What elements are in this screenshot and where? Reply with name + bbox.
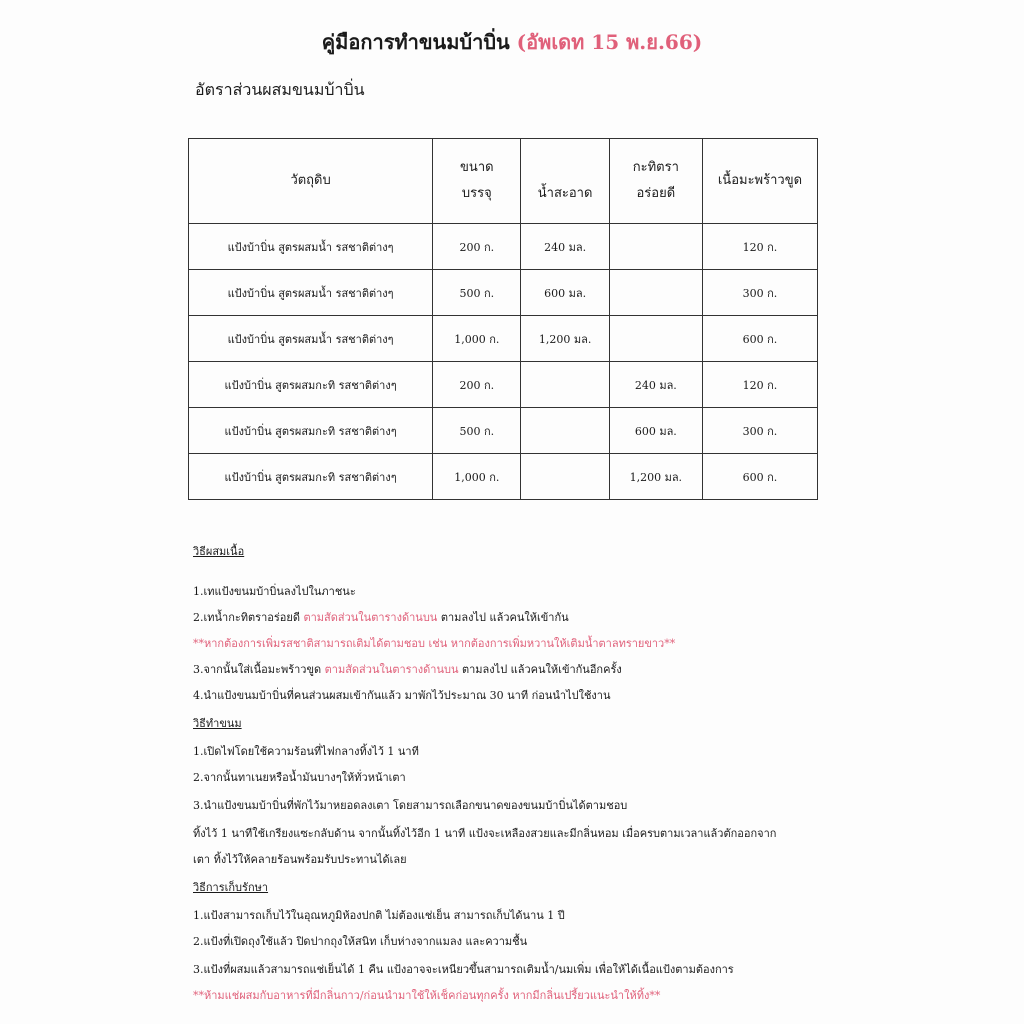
cell-name: แป้งบ้าบิ่น สูตรผสมน้ำ รสชาติต่างๆ [189, 224, 433, 270]
storage-warning: **ห้ามแช่ผสมกับอาหารที่มีกลิ่นกาว/ก่อนนำมาใช้ให้เช็คก่อนทุกครั้ง หากมีกลิ่นเปรี้ยวแนะนำให้ทิ้ง** [193, 989, 661, 1002]
cell-water [521, 454, 609, 500]
storage-step-3: 3.แป้งที่ผสมแล้วสามารถแช่เย็นได้ 1 คืน แป้งอาจจะเหนียวขึ้นสามารถเติมน้ำ/นมเพิ่ม เพื่อให้ได้เนื้อแป้งตามต้องการ [193, 963, 734, 976]
cell-water: 240 มล. [521, 224, 609, 270]
cell-grated-coconut: 600 ก. [702, 316, 817, 362]
baking-step-1: 1.เปิดไฟโดยใช้ความร้อนที่ไฟกลางทิ้งไว้ 1 นาที [193, 745, 419, 758]
header-package-size: ขนาด บรรจุ [433, 139, 521, 224]
storage-heading: วิธีการเก็บรักษา [193, 881, 269, 894]
cell-size: 200 ก. [433, 362, 521, 408]
cell-coconut-milk: 240 มล. [609, 362, 702, 408]
cell-size: 1,000 ก. [433, 316, 521, 362]
table-header-row [189, 139, 818, 224]
cell-coconut-milk: 600 มล. [609, 408, 702, 454]
baking-step-3-end: เตา ทิ้งไว้ให้คลายร้อนพร้อมรับประทานได้เลย [193, 853, 407, 866]
cell-grated-coconut: 300 ก. [702, 408, 817, 454]
cell-water [521, 362, 609, 408]
cell-grated-coconut: 120 ก. [702, 362, 817, 408]
mixing-step-3: 3.จากนั้นใส่เนื้อมะพร้าวขูด ตามสัดส่วนในตารางด้านบน ตามลงไป แล้วคนให้เข้ากันอีกครั้ง [193, 663, 622, 676]
baking-step-2: 2.จากนั้นทาเนยหรือน้ำมันบางๆให้ทั่วหน้าเตา [193, 771, 406, 784]
ratio-subtitle: อัตราส่วนผสมขนมบ้าบิ่น [195, 80, 365, 99]
cell-size: 500 ก. [433, 270, 521, 316]
table-row [189, 316, 818, 362]
table-row [189, 362, 818, 408]
table-row [189, 408, 818, 454]
baking-heading: วิธีทำขนม [193, 717, 242, 730]
baking-step-3-continued: ทิ้งไว้ 1 นาทีใช้เกรียงแซะกลับด้าน จากนั้นทิ้งไว้อีก 1 นาที แป้งจะเหลืองสวยและมีกลิ่นหอม เมื่อครบตามเวลาแล้วตักออกจาก [193, 827, 777, 840]
cell-water [521, 408, 609, 454]
cell-name: แป้งบ้าบิ่น สูตรผสมน้ำ รสชาติต่างๆ [189, 316, 433, 362]
mixing-step-4: 4.นำแป้งขนมบ้าบิ่นที่คนส่วนผสมเข้ากันแล้ว มาพักไว้ประมาณ 30 นาที ก่อนนำไปใช้งาน [193, 689, 611, 702]
table-row [189, 224, 818, 270]
storage-step-2: 2.แป้งที่เปิดถุงใช้แล้ว ปิดปากถุงให้สนิท เก็บห่างจากแมลง และความชื้น [193, 935, 528, 948]
table-row [189, 270, 818, 316]
page-title [0, 26, 1024, 58]
header-coconut-milk: กะทิตรา อร่อยดี [609, 139, 702, 224]
cell-size: 200 ก. [433, 224, 521, 270]
ingredient-ratio-table [188, 138, 818, 500]
mixing-note: **หากต้องการเพิ่มรสชาติสามารถเติมได้ตามชอบ เช่น หากต้องการเพิ่มหวานให้เติมน้ำตาลทรายขาว** [193, 637, 676, 650]
cell-grated-coconut: 300 ก. [702, 270, 817, 316]
cell-water: 1,200 มล. [521, 316, 609, 362]
cell-name: แป้งบ้าบิ่น สูตรผสมกะทิ รสชาติต่างๆ [189, 362, 433, 408]
storage-step-1: 1.แป้งสามารถเก็บไว้ในอุณหภูมิห้องปกติ ไม่ต้องแช่เย็น สามารถเก็บได้นาน 1 ปี [193, 909, 565, 922]
title-update-date: (อัพเดท 15 พ.ย.66) [516, 30, 703, 54]
cell-coconut-milk [609, 316, 702, 362]
cell-name: แป้งบ้าบิ่น สูตรผสมกะทิ รสชาติต่างๆ [189, 454, 433, 500]
header-water: น้ำสะอาด [521, 139, 609, 224]
cell-coconut-milk [609, 270, 702, 316]
cell-size: 500 ก. [433, 408, 521, 454]
mixing-step-2: 2.เทน้ำกะทิตราอร่อยดี ตามสัดส่วนในตารางด้านบน ตามลงไป แล้วคนให้เข้ากัน [193, 611, 569, 624]
mixing-step-1: 1.เทแป้งขนมบ้าบิ่นลงไปในภาชนะ [193, 585, 356, 598]
cell-name: แป้งบ้าบิ่น สูตรผสมน้ำ รสชาติต่างๆ [189, 270, 433, 316]
cell-water: 600 มล. [521, 270, 609, 316]
mixing-heading: วิธีผสมเนื้อ [193, 545, 245, 558]
cell-coconut-milk: 1,200 มล. [609, 454, 702, 500]
cell-coconut-milk [609, 224, 702, 270]
header-grated-coconut: เนื้อมะพร้าวขูด [702, 139, 817, 224]
table-row [189, 454, 818, 500]
cell-grated-coconut: 600 ก. [702, 454, 817, 500]
cell-name: แป้งบ้าบิ่น สูตรผสมกะทิ รสชาติต่างๆ [189, 408, 433, 454]
mixing-step-3-highlight: ตามสัดส่วนในตารางด้านบน [324, 663, 459, 676]
mixing-step-2-highlight: ตามสัดส่วนในตารางด้านบน [303, 611, 438, 624]
title-main: คู่มือการทำขนมบ้าบิ่น [321, 30, 510, 54]
header-ingredient: วัตถุดิบ [189, 139, 433, 224]
baking-step-3: 3.นำแป้งขนมบ้าบิ่นที่พักไว้มาหยอดลงเตา โดยสามารถเลือกขนาดของขนมบ้าบิ่นได้ตามชอบ [193, 799, 628, 812]
cell-size: 1,000 ก. [433, 454, 521, 500]
cell-grated-coconut: 120 ก. [702, 224, 817, 270]
